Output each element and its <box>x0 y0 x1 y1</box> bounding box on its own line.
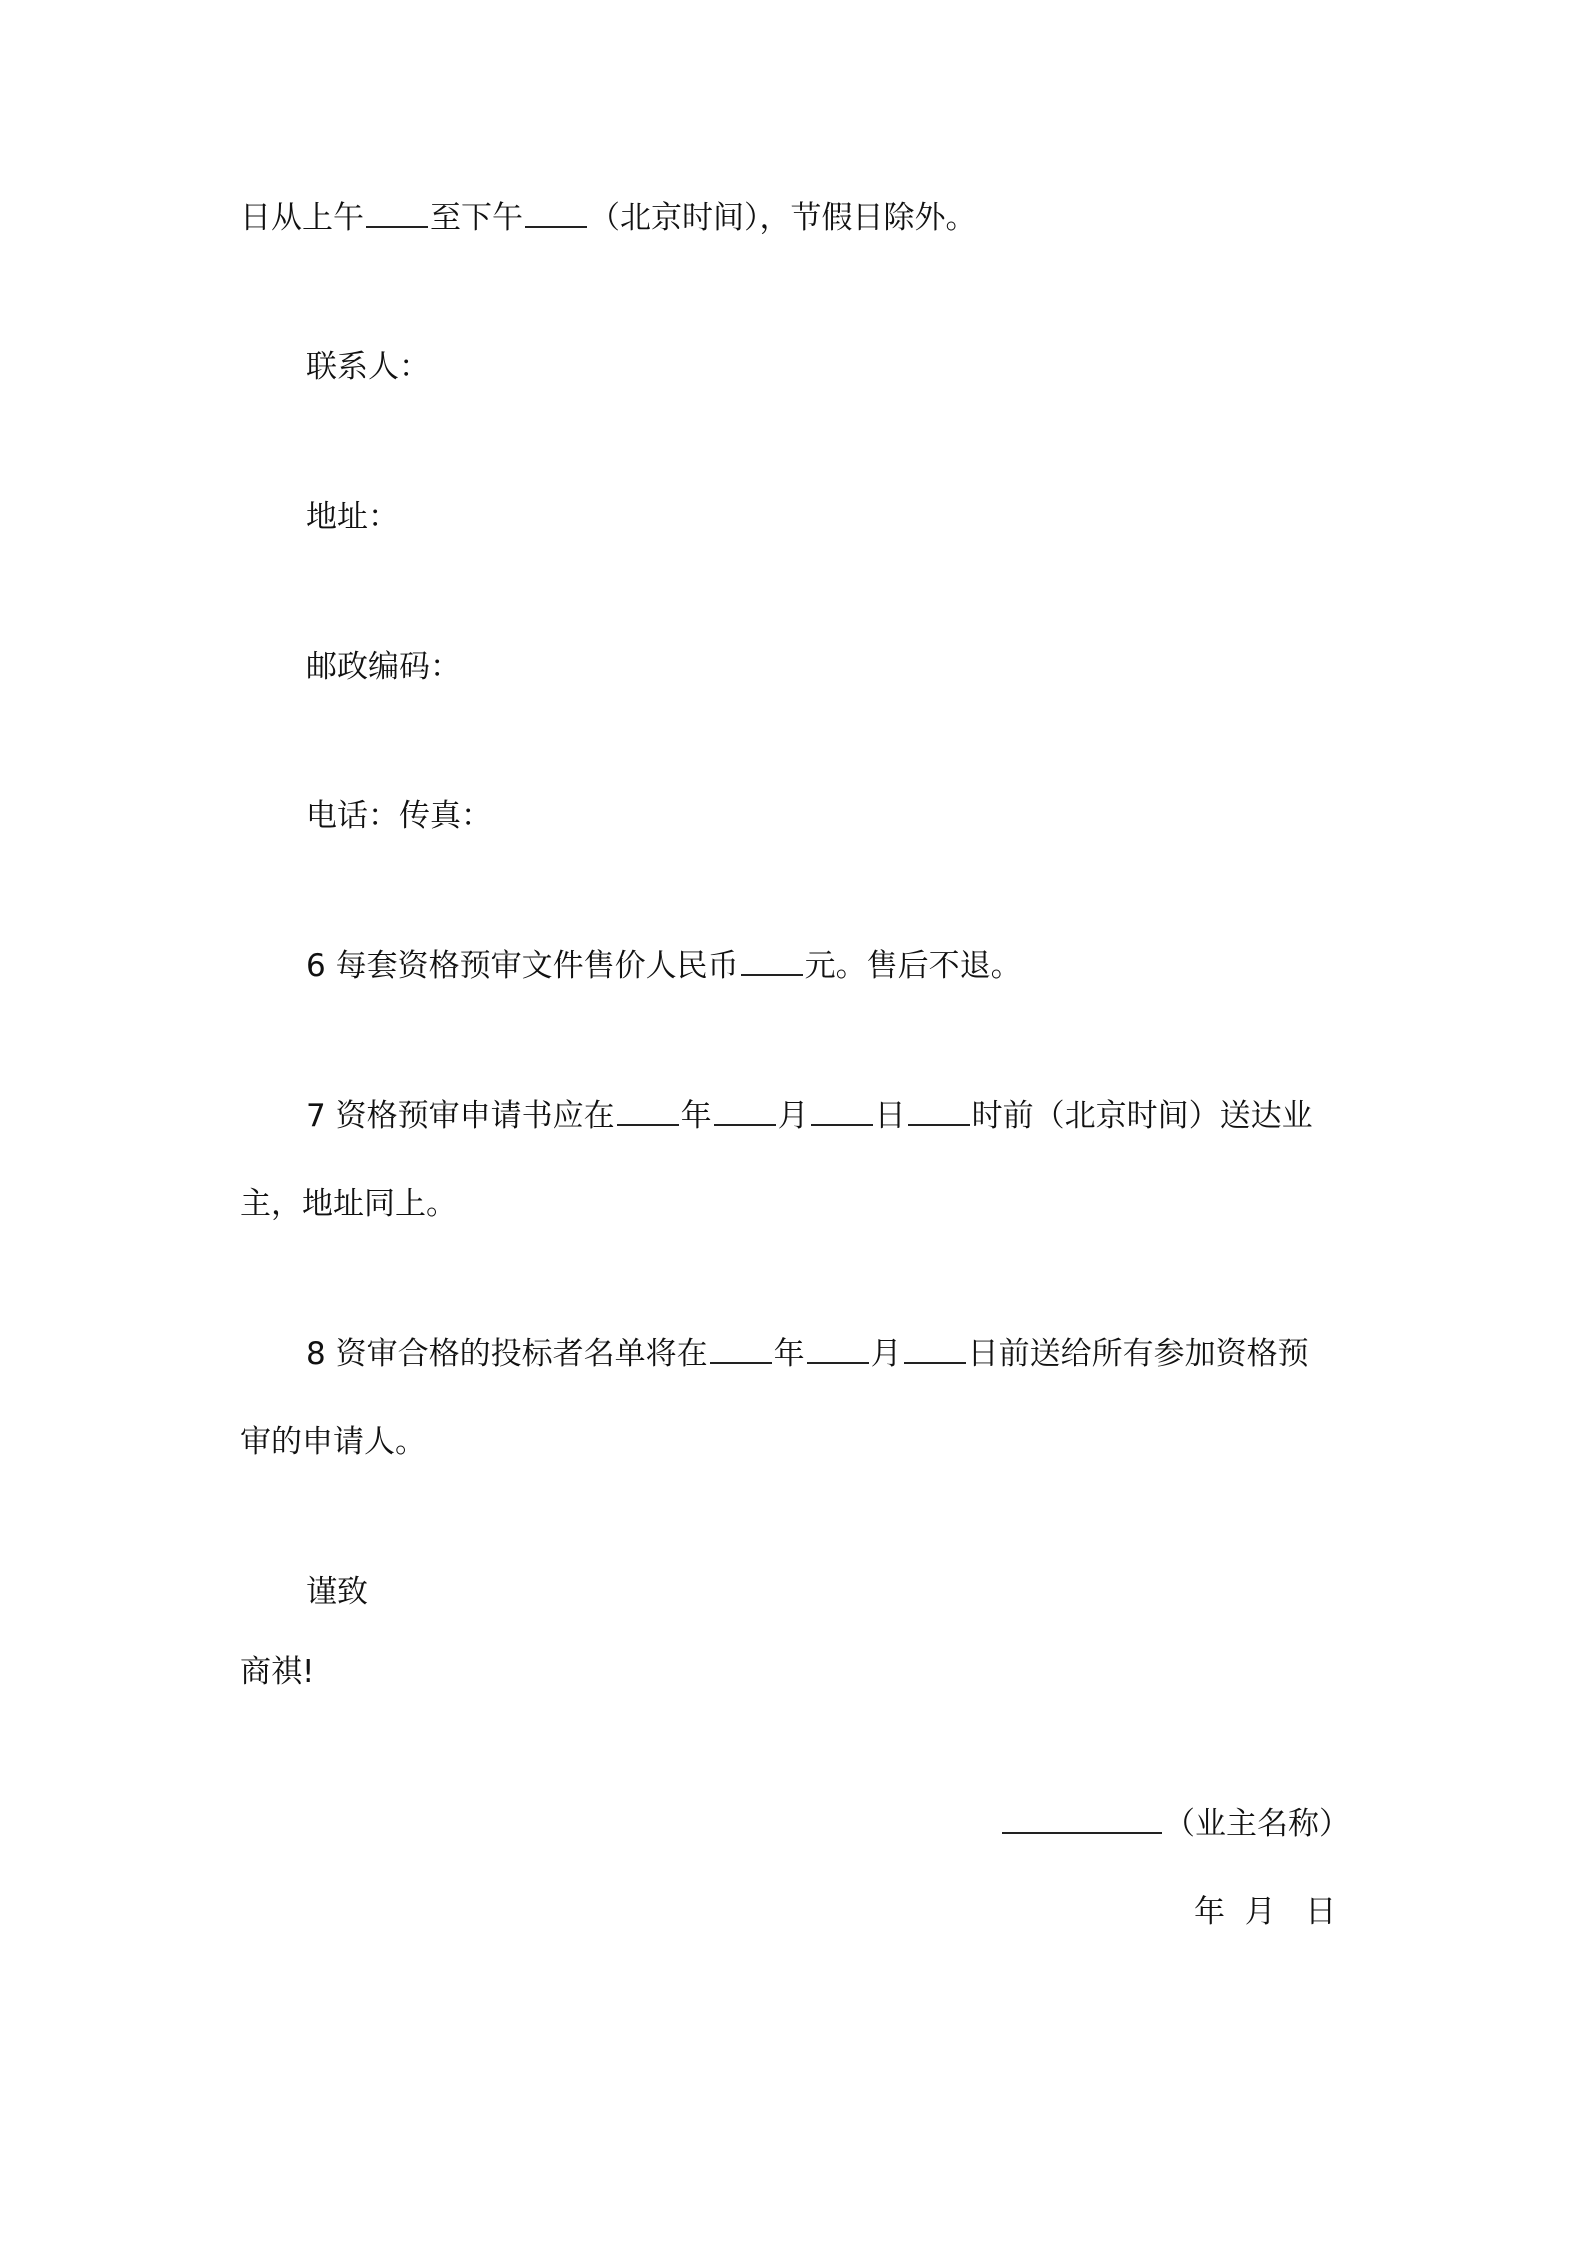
postcode-line: 邮政编码： <box>306 649 461 685</box>
item-7-year: 年 <box>680 1098 712 1134</box>
item-7-day: 日 <box>874 1098 906 1134</box>
closing-regards: 商祺! <box>240 1654 315 1690</box>
item-7-continuation: 主，地址同上。 <box>240 1186 457 1222</box>
item-8-text-d: 日前送给所有参加资格预 <box>967 1336 1309 1372</box>
owner-name-label: （业主名称） <box>1164 1806 1350 1842</box>
blank-owner-name <box>1002 1806 1162 1834</box>
blank-hour <box>908 1098 970 1126</box>
office-hours-end-text: （北京时间），节假日除外。 <box>589 200 977 236</box>
office-hours-mid-text: 至下午 <box>430 200 523 236</box>
item-6-text-b: 元。售后不退。 <box>804 948 1022 984</box>
phone-fax-line: 电话：传真： <box>306 798 492 834</box>
address-line: 地址： <box>306 499 399 535</box>
item-7-text-e: 时前（北京时间）送达业 <box>971 1098 1313 1134</box>
owner-signature-line <box>1000 1802 1350 1846</box>
item-8-month: 月 <box>870 1336 902 1372</box>
item-8-year: 年 <box>773 1336 805 1372</box>
item-7-month: 月 <box>777 1098 809 1134</box>
blank-day-2 <box>904 1336 966 1364</box>
item-8-text-a: 8 资审合格的投标者名单将在 <box>306 1336 708 1372</box>
date-line: 年 月 日 <box>1194 1894 1337 1930</box>
item-7-text-a: 7 资格预审申请书应在 <box>306 1098 615 1134</box>
item-6-text-a: 6 每套资格预审文件售价人民币 <box>306 948 739 984</box>
blank-morning-time <box>366 200 428 228</box>
office-hours-line <box>240 196 977 240</box>
contact-person-line: 联系人： <box>306 349 430 385</box>
item-6-line <box>306 944 1022 988</box>
blank-day <box>811 1098 873 1126</box>
item-8-continuation: 审的申请人。 <box>240 1424 426 1460</box>
blank-year <box>617 1098 679 1126</box>
blank-month <box>714 1098 776 1126</box>
blank-month-2 <box>807 1336 869 1364</box>
blank-afternoon-time <box>525 200 587 228</box>
office-hours-start-text: 日从上午 <box>240 200 364 236</box>
item-8-line <box>306 1332 1309 1376</box>
blank-year-2 <box>710 1336 772 1364</box>
blank-price <box>741 948 803 976</box>
item-7-line <box>306 1094 1313 1138</box>
closing-respectfully: 谨致 <box>306 1574 368 1610</box>
